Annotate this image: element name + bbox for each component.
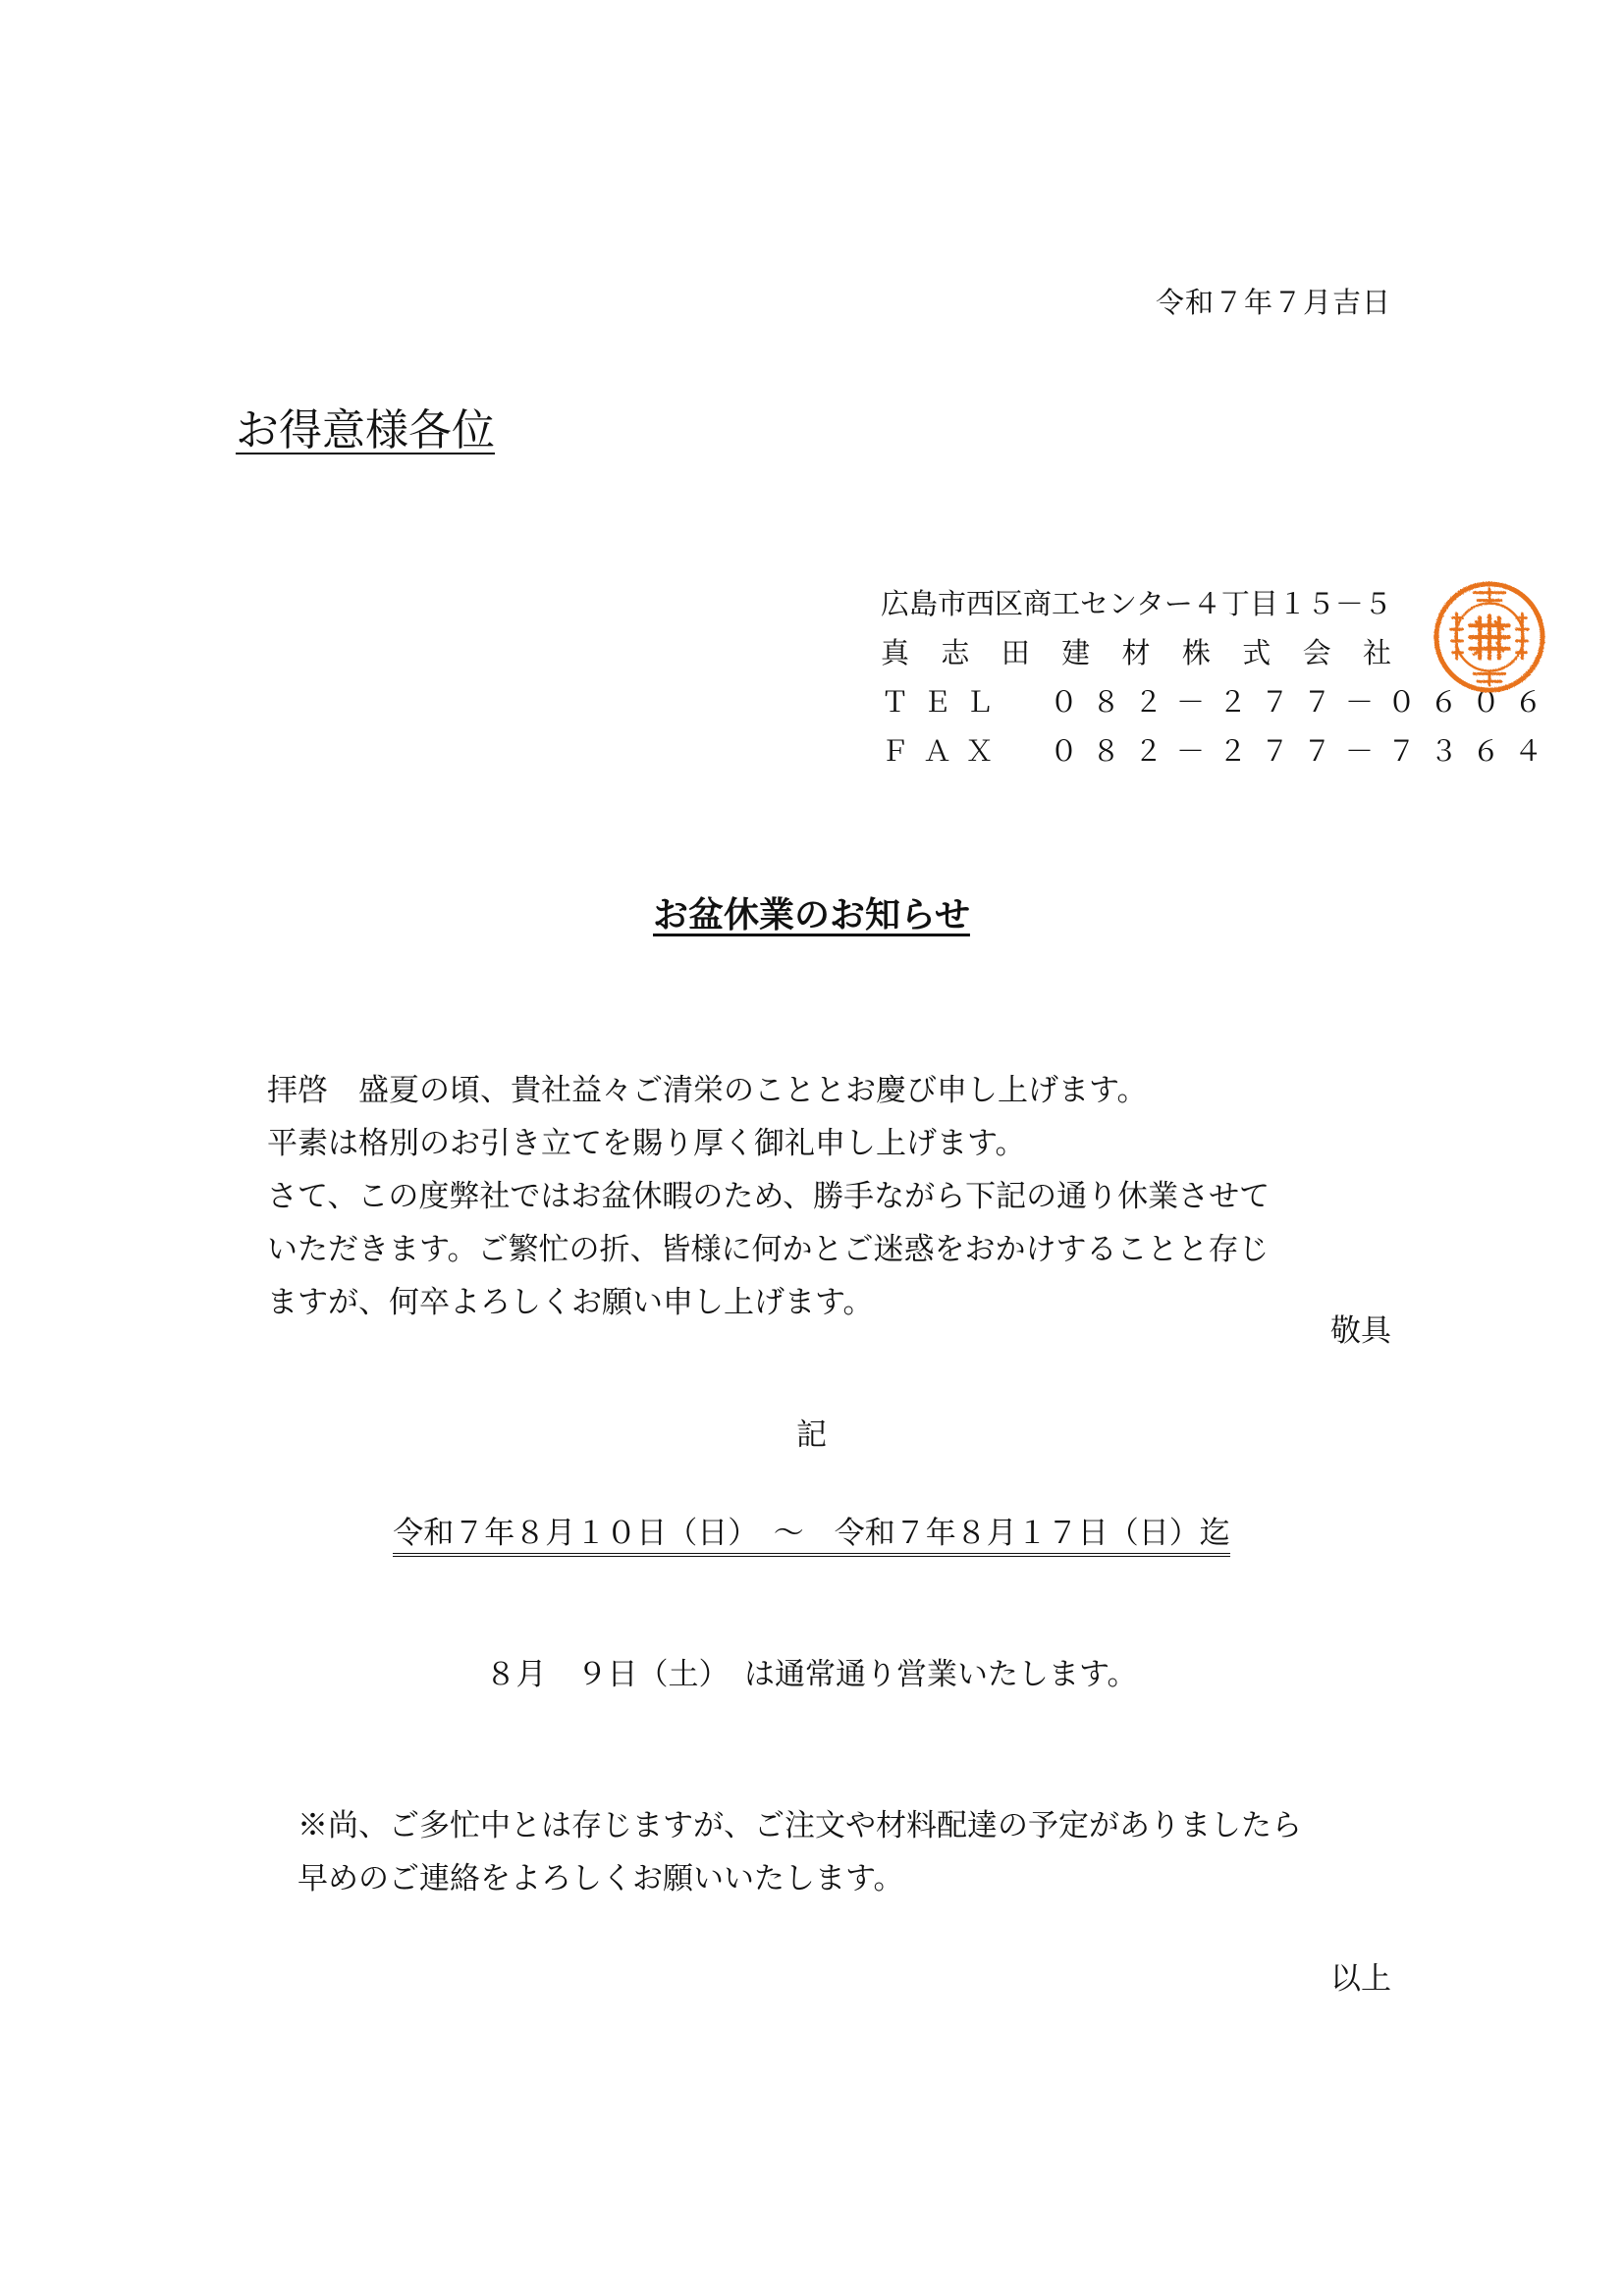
ki-heading: 記 [796, 1417, 827, 1453]
closure-period-text: 令和７年８月１０日（日） ～ 令和７年８月１７日（日）迄 [393, 1516, 1230, 1557]
body-line: 平素は格別のお引き立てを賜り厚く御礼申し上げます。 [267, 1126, 1026, 1161]
document-title [0, 887, 1623, 937]
sender-fax: ＦＡＸ ０８２－２７７－７３６４ [881, 734, 1557, 768]
body-line: さて、この度弊社ではお盆休暇のため、勝手ながら下記の通り休業させて [267, 1179, 1271, 1214]
letter-body [267, 1064, 1270, 1329]
document-title-text: お盆休業のお知らせ [653, 895, 970, 935]
note-line: ※尚、ご多忙中とは存じますが、ご注文や材料配達の予定がありましたら [298, 1808, 1302, 1843]
sender-address: 広島市西区商工センター４丁目１５－５ [881, 587, 1392, 620]
company-seal-stamp [1432, 579, 1547, 695]
addressee: お得意様各位 [236, 405, 495, 455]
closure-period [0, 1508, 1623, 1552]
body-line: いただきます。ご繁忙の折、皆様に何かとご迷惑をおかけすることと存じ [267, 1232, 1270, 1267]
body-line: 拝啓 盛夏の頃、貴社益々ご清栄のこととお慶び申し上げます。 [267, 1073, 1148, 1108]
closing-keigu: 敬具 [1330, 1313, 1391, 1349]
sender-block [881, 579, 1557, 775]
sender-company: 真志田建材株式会社 [881, 636, 1391, 669]
document-date: 令和７年７月吉日 [1155, 286, 1391, 319]
sender-tel: ＴＥＬ ０８２－２７７－０６０６ [881, 685, 1557, 719]
note-line: 早めのご連絡をよろしくお願いいたします。 [298, 1861, 904, 1896]
open-day-notice: ８月 ９日（土） は通常通り営業いたします。 [485, 1657, 1138, 1692]
note-block [298, 1799, 1302, 1905]
end-ijou: 以上 [1330, 1961, 1391, 1997]
body-line: ますが、何卒よろしくお願い申し上げます。 [267, 1285, 874, 1320]
